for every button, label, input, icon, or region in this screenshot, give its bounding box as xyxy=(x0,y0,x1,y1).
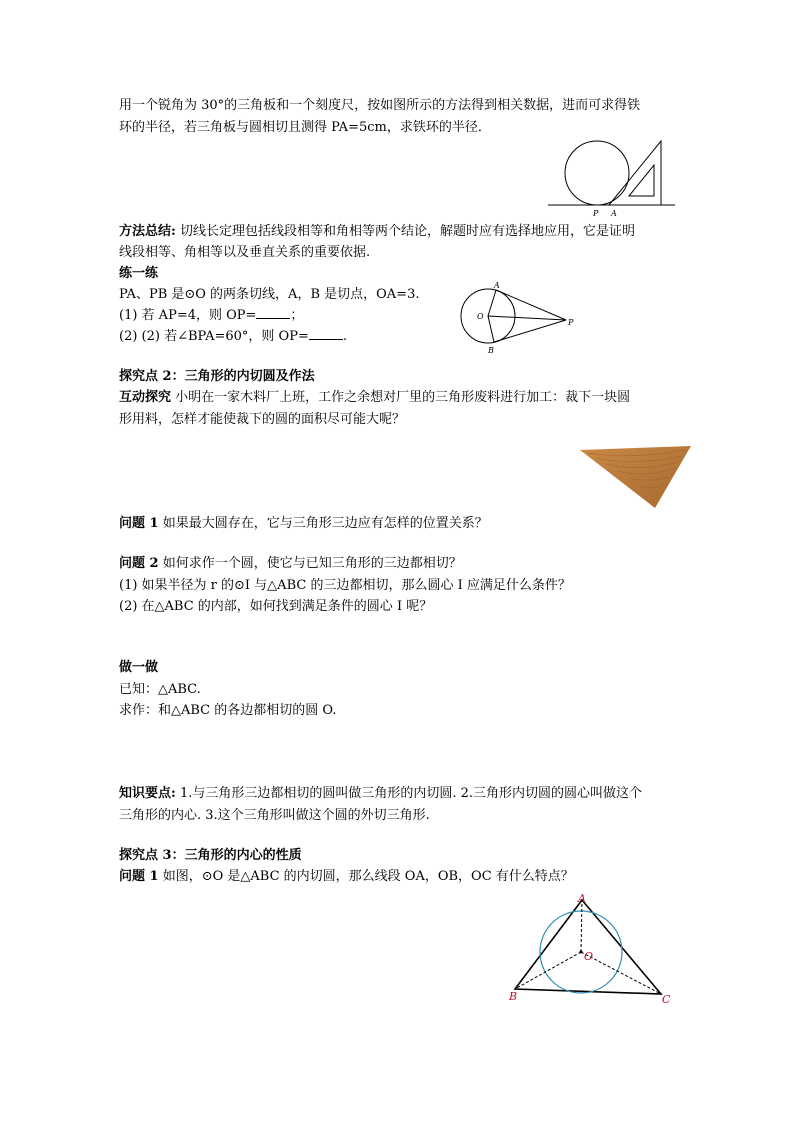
do-it-given: 已知：△ABC. xyxy=(119,682,201,697)
explore-3-question-text: 如图，⊙O 是△ABC 的内切圆，那么线段 OA，OB，OC 有什么特点？ xyxy=(158,869,574,884)
segment-op xyxy=(488,316,566,320)
incircle-figure xyxy=(506,888,682,1010)
tangent-pa xyxy=(496,290,566,320)
practice-title: 练一练 xyxy=(119,266,159,281)
segment-oa xyxy=(488,290,496,316)
question-2-sub-2: (2) 在△ABC 的内部，如何找到满足条件的圆心 I 呢？ xyxy=(119,599,433,614)
interactive-label: 互动探究 xyxy=(119,390,172,405)
key-points-line-2: 三角形的内心. 3.这个三角形叫做这个圆的外切三角形. xyxy=(119,808,430,823)
key-points-line-1 xyxy=(119,784,642,803)
fig1-label-a: A xyxy=(611,209,617,218)
method-summary-text-1: 切线长定理包括线段相等和角相等两个结论，解题时应有选择地应用，它是证明 xyxy=(175,224,635,239)
method-summary-line-2: 线段相等、角相等以及垂直关系的重要依据. xyxy=(119,245,371,260)
iron-ring-set-square-figure xyxy=(545,136,677,218)
iron-ring-circle xyxy=(565,141,629,205)
intro-line-1: 用一个锐角为 30°的三角板和一个刻度尺，按如图所示的方法得到相关数据，进而可求得铁 xyxy=(119,98,641,113)
do-it-construct: 求作：和△ABC 的各边都相切的圆 O. xyxy=(119,703,337,718)
practice-line-1: PA、PB 是⊙O 的两条切线，A，B 是切点，OA=3. xyxy=(119,287,420,302)
key-points-text-1: 1.与三角形三边都相切的圆叫做三角形的内切圆. 2.三角形内切圆的圆心叫做这个 xyxy=(175,786,643,801)
segment-ob xyxy=(488,316,494,342)
interactive-line-1 xyxy=(119,388,630,407)
practice-q2-suffix: . xyxy=(342,329,347,344)
do-it-title: 做一做 xyxy=(119,660,159,675)
fig3-label-b: B xyxy=(509,990,518,1003)
intro-line-2: 环的半径，若三角板与圆相切且测得 PA=5cm，求铁环的半径． xyxy=(119,120,491,135)
set-square-outer xyxy=(609,141,661,205)
question-1 xyxy=(119,514,488,533)
question-1-text: 如果最大圆存在，它与三角形三边应有怎样的位置关系？ xyxy=(158,516,488,531)
fig2-label-a: A xyxy=(494,281,500,290)
key-points-label: 知识要点: xyxy=(119,786,176,801)
question-2-sub-1: (1) 如果半径为 r 的⊙I 与△ABC 的三边都相切，那么圆心 I 应满足什么条件？ xyxy=(119,578,571,593)
practice-q1-suffix: ； xyxy=(290,308,304,323)
interactive-line-2: 形用料，怎样才能使裁下的圆的面积尽可能大呢？ xyxy=(119,412,406,427)
fig3-label-a: A xyxy=(578,892,586,905)
center-o-point xyxy=(580,951,583,954)
fig1-label-p: P xyxy=(593,209,599,218)
practice-q2-text: (2) (2) 若∠BPA=60°，则 OP= xyxy=(119,329,309,344)
fig2-label-o: O xyxy=(477,312,484,321)
segment-ob-dashed xyxy=(515,952,581,989)
fig3-label-o: O xyxy=(584,950,594,963)
triangle-abc xyxy=(515,900,661,994)
explore-3-question-label: 问题 1 xyxy=(119,869,159,884)
fig2-label-b: B xyxy=(488,346,494,355)
tangent-lines-figure xyxy=(458,280,580,356)
explore-3-title: 探究点 3：三角形的内心的性质 xyxy=(119,848,302,863)
question-2-label: 问题 2 xyxy=(119,556,159,571)
fig2-label-p: P xyxy=(568,318,574,327)
set-square-inner xyxy=(629,165,654,196)
practice-question-2 xyxy=(119,327,347,346)
question-1-label: 问题 1 xyxy=(119,516,159,531)
explore-3-question-1 xyxy=(119,867,574,886)
question-2-text: 如何求作一个圆，使它与已知三角形的三边都相切？ xyxy=(158,556,462,571)
answer-blank-2[interactable] xyxy=(309,327,343,340)
segment-oa-dashed xyxy=(581,900,582,952)
question-2 xyxy=(119,554,462,573)
practice-question-1 xyxy=(119,306,303,325)
explore-2-title: 探究点 2：三角形的内切圆及作法 xyxy=(119,369,315,384)
interactive-text-1: 小明在一家木料厂上班，工作之余想对厂里的三角形废料进行加工：裁下一块圆 xyxy=(171,390,631,405)
wood-triangle-image xyxy=(578,444,694,510)
fig3-label-c: C xyxy=(662,993,671,1006)
method-summary-line-1 xyxy=(119,222,635,241)
tangent-pb xyxy=(494,320,566,342)
answer-blank-1[interactable] xyxy=(256,306,290,319)
practice-q1-text: (1) 若 AP=4，则 OP= xyxy=(119,308,257,323)
method-summary-label: 方法总结: xyxy=(119,224,176,239)
